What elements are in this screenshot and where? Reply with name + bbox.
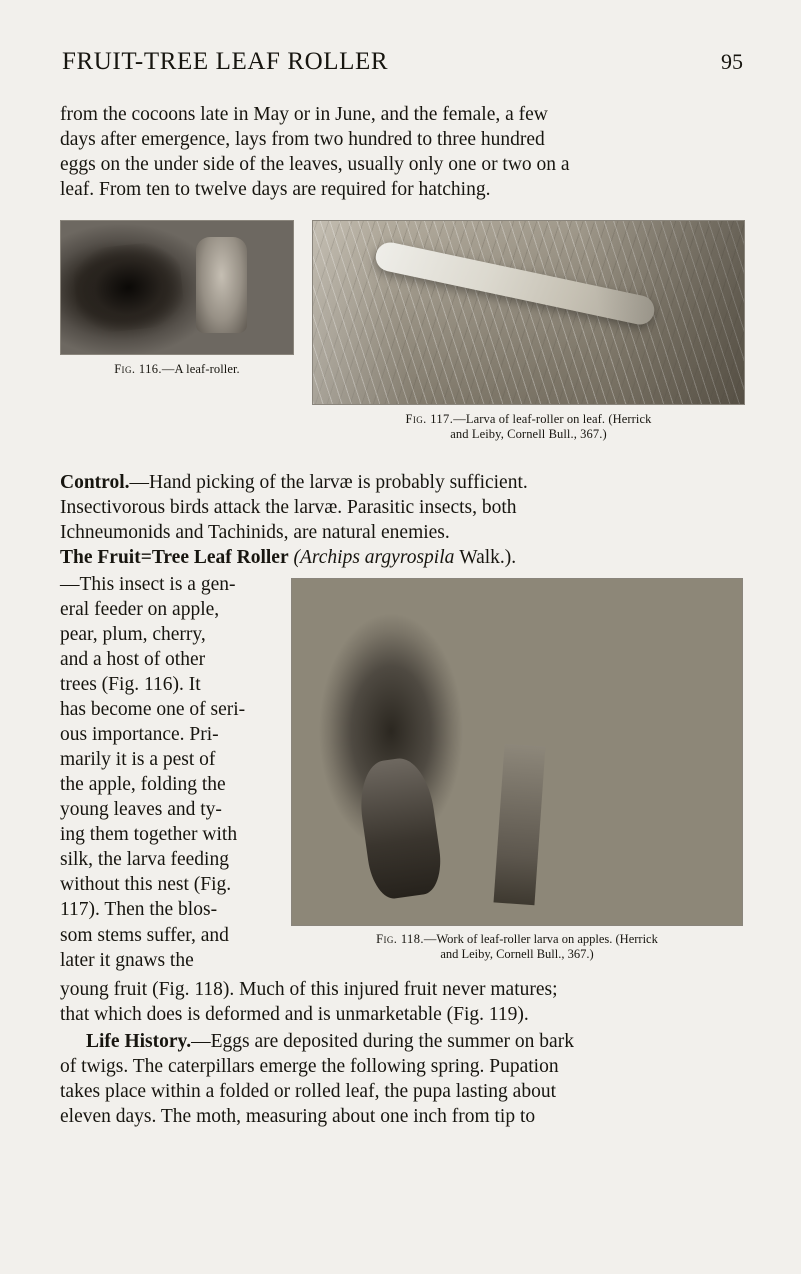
col-line-10: young leaves and ty- (60, 799, 222, 821)
figure-118-image (291, 578, 743, 926)
figure-117-caption-line-2: and Leiby, Cornell Bull., 367.) (450, 427, 607, 442)
col-line-2: eral feeder on apple, (60, 598, 220, 620)
section-binomial: (Archips argyrospila (293, 546, 455, 568)
wrapped-text-and-figure (56, 572, 745, 973)
running-head (56, 0, 745, 76)
col-line-4: and a host of other (60, 649, 206, 671)
page-number: 95 (721, 49, 743, 74)
col-line-9: the apple, folding the (60, 774, 226, 796)
left-column-text (56, 572, 282, 973)
control-line-1 (60, 470, 743, 495)
after-figure-line-2: that which does is deformed and is unmarketable (Fig. 119). (60, 1003, 529, 1025)
figure-117-caption-line-1: —Larva of leaf-roller on leaf. (Herrick (453, 412, 652, 427)
col-line-5: trees (Fig. 116). It (60, 674, 201, 696)
col-line-6: has become one of seri- (60, 699, 246, 721)
col-line-1: —This insect is a gen- (60, 573, 236, 595)
col-line-3: pear, plum, cherry, (60, 623, 206, 645)
section-heading-line (60, 545, 743, 570)
figure-117-label: Fig. 117. (405, 412, 454, 427)
col-line-7: ous importance. Pri- (60, 724, 219, 746)
figure-118-label: Fig. 118. (376, 931, 424, 946)
after-figure-paragraph (56, 977, 745, 1027)
control-heading: Control. (60, 471, 130, 493)
life-history-paragraph (56, 1029, 745, 1129)
figure-118-caption (291, 932, 743, 963)
intro-line-2: days after emergence, lays from two hundred to three hundred (60, 129, 545, 151)
control-line-2: Insectivorous birds attack the larvæ. Parasitic insects, both (60, 496, 517, 518)
figure-116-image (60, 220, 294, 355)
life-history-line-2: of twigs. The caterpillars emerge the following spring. Pupation (60, 1055, 559, 1077)
figure-117 (312, 220, 745, 443)
figure-118 (291, 578, 743, 963)
figure-117-caption (312, 412, 745, 443)
control-paragraph (56, 470, 745, 570)
life-history-line-4: eleven days. The moth, measuring about one inch from tip to (60, 1105, 536, 1127)
figure-118-caption-line-2: and Leiby, Cornell Bull., 367.) (440, 947, 594, 962)
life-history-line-3: takes place within a folded or rolled leaf, the pupa lasting about (60, 1080, 557, 1102)
intro-line-4: leaf. From ten to twelve days are required for hatching. (60, 179, 491, 201)
life-history-line-1 (60, 1029, 743, 1054)
figure-118-caption-line-1: —Work of leaf-roller larva on apples. (Herrick (423, 931, 658, 946)
figure-116 (60, 220, 294, 377)
col-line-13: without this nest (Fig. (60, 874, 232, 896)
section-author: Walk.). (459, 546, 517, 568)
col-line-16: later it gnaws the (60, 949, 194, 971)
col-line-15: som stems suffer, and (60, 924, 229, 946)
control-line-1-rest: —Hand picking of the larvæ is probably sufficient. (129, 471, 528, 493)
figure-116-label: Fig. 116. (114, 362, 162, 377)
control-line-3: Ichneumonids and Tachinids, are natural enemies. (60, 521, 450, 543)
page-title: FRUIT-TREE LEAF ROLLER (62, 48, 389, 75)
col-line-14: 117). Then the blos- (60, 899, 218, 921)
life-history-line-1-rest: —Eggs are deposited during the summer on bark (191, 1030, 574, 1052)
section-heading: The Fruit=Tree Leaf Roller (60, 546, 289, 568)
col-line-8: marily it is a pest of (60, 749, 216, 771)
after-figure-line-1: young fruit (Fig. 118). Much of this injured fruit never matures; (60, 978, 558, 1000)
figure-117-image (312, 220, 745, 405)
life-history-heading: Life History. (86, 1030, 192, 1052)
intro-paragraph (56, 102, 745, 202)
intro-line-1: from the cocoons late in May or in June, and the female, a few (60, 104, 548, 125)
col-line-11: ing them together with (60, 824, 238, 846)
col-line-12: silk, the larva feeding (60, 849, 229, 871)
intro-line-3: eggs on the under side of the leaves, usually only one or two on a (60, 154, 570, 176)
figure-116-caption-text: —A leaf-roller. (161, 362, 240, 377)
figure-row (56, 220, 745, 443)
figure-116-caption (60, 362, 294, 377)
